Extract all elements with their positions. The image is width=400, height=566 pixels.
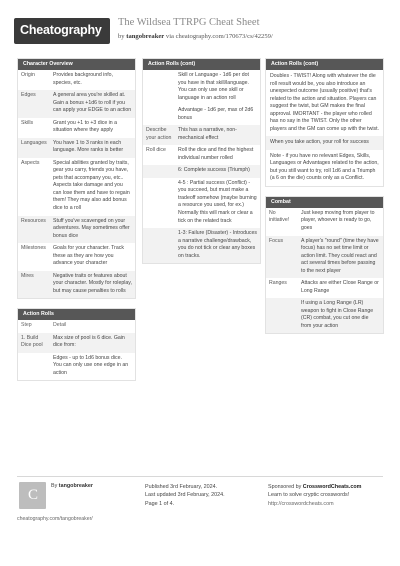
publication-info: [145, 483, 225, 508]
row-value: Goals for your character. Track these as they are how you advance your character: [53, 245, 124, 267]
sponsor-tagline: Learn to solve cryptic crosswords!: [268, 492, 350, 499]
table-row: [18, 118, 135, 138]
page-footer: [0, 476, 400, 566]
combat-table: [266, 208, 383, 333]
column-1: [17, 58, 136, 381]
action-rolls-cont-table: [143, 70, 260, 263]
row-key: [18, 353, 50, 381]
table-row: [18, 90, 135, 118]
row-value: You have 1 to 3 ranks in each language. More ranks is better: [50, 138, 135, 158]
row-value: If using a Long Range (LR) weapon to fight in Close Range (CR) combat, you cut one die from your action: [298, 298, 383, 333]
table-row: [143, 70, 260, 105]
row-value: Negative traits or features about your character. Mostly for roleplay, but may cause penalties to rolls: [50, 271, 135, 299]
row-value: Stuff you've scavenged on your adventures. May sometimes offer bonus dice: [50, 216, 135, 244]
author-avatar[interactable]: [19, 482, 46, 509]
row-key: 1. Build Dice pool: [18, 333, 50, 353]
row-key: Aspects: [21, 159, 40, 166]
row-key: No initiative!: [269, 209, 290, 224]
table-row: [143, 105, 260, 125]
footer-author-link[interactable]: tangobreaker: [58, 483, 93, 489]
sponsor-info: [268, 483, 361, 508]
byline-via: via: [165, 33, 174, 40]
row-value: Roll the dice and find the highest individual number rolled: [178, 147, 254, 161]
row-key: [143, 105, 175, 125]
row-key: Describe your action: [143, 125, 175, 145]
row-value: Grant you +1 to +3 dice in a situation where they apply: [53, 119, 118, 134]
column-2: [142, 58, 261, 264]
footer-by: By: [51, 483, 58, 489]
panel-title: Action Rolls (cont): [143, 59, 260, 70]
row-key: Origin: [21, 72, 35, 78]
panel-action-rolls-cont-2: [265, 58, 384, 187]
action-rolls-table: [18, 320, 135, 380]
page-header: [0, 0, 400, 58]
panel-character-overview: [17, 58, 136, 299]
character-overview-table: [18, 70, 135, 298]
table-row: [18, 158, 135, 216]
row-key: [266, 298, 298, 333]
panel-action-rolls: [17, 308, 136, 381]
row-key: [143, 178, 175, 228]
table-row: [18, 271, 135, 299]
sponsor-name-link[interactable]: CrosswordCheats.com: [302, 484, 362, 490]
sponsor-url-link[interactable]: http://crosswordcheats.com: [268, 500, 334, 507]
table-header-row: [18, 320, 135, 333]
header-cell: Detail: [53, 322, 67, 329]
table-row: [266, 278, 383, 298]
row-value: This has a narrative, non-mechanical effect: [175, 125, 260, 145]
panel-title: Combat: [266, 197, 383, 208]
panel-title: Action Rolls: [18, 309, 135, 320]
table-row: [143, 125, 260, 145]
row-value: 4-5 : Partial success (Conflict) - you succeed, but must make a tradeoff somehow (maybe burning a resource you used, for ex.) Normally this will mark or clear a tick on the related track: [178, 179, 257, 224]
table-row: [18, 333, 135, 353]
panel-title: Action Rolls (cont): [266, 59, 383, 70]
byline: [118, 33, 273, 40]
row-key: Roll dice: [146, 147, 166, 154]
table-row: [266, 208, 383, 236]
row-value: A player's "round" (time they have focus) has no set time limit or action limit. They could react and act several times before passing to the next player: [298, 236, 383, 279]
row-key: Ranges: [269, 280, 287, 287]
table-row: [143, 228, 260, 263]
panel-combat: [265, 196, 384, 334]
updated-date: Last updated 3rd February, 2024.: [145, 492, 225, 499]
row-key: Milestones: [21, 245, 46, 252]
avatar-letter: C: [28, 487, 39, 503]
row-key: [143, 70, 175, 105]
footer-divider: [17, 476, 383, 477]
row-value: 6: Complete success (Triumph): [175, 165, 260, 178]
row-key: Edges: [18, 90, 50, 118]
table-row: [18, 70, 135, 90]
row-key: Focus: [266, 236, 298, 279]
row-key: [143, 228, 175, 263]
page-title: The Wildsea TTRPG Cheat Sheet: [118, 17, 260, 28]
row-value: Max size of pool is 6 dice. Gain dice from:: [50, 333, 135, 353]
row-value: 1-3: Failure (Disaster) - Introduces a narrative challenge/drawback, you do not tick or clear any boxes on tracks.: [175, 228, 260, 263]
text-row: Note - if you have no relevant Edges, Skills, Languages or Advantages related to the action, but you still want to try, roll 1d6 and a Triumph (a 6 on the die) counts only as a Conflict.: [270, 152, 379, 182]
text-row: When you take action, your roll for success: [266, 136, 383, 150]
published-date: Published 3rd February, 2024.: [145, 484, 218, 490]
text-row: Doubles - TWIST! Along with whatever the die roll result would be, you also introduce an unexpected outcome (usually positive) that's related to the action and situation. Players can suggest the twist, but GM makes the final approval. IMORTANT - the player who rolled has no say in the TWIST. Only the other players and the GM can come up with the twist.: [270, 73, 379, 132]
row-value: Edges - up to 1d6 bonus dice. You can only use one edge in an action: [53, 354, 129, 376]
table-row: [143, 178, 260, 228]
footer-author: [51, 483, 93, 489]
page-number: Page 1 of 4.: [145, 500, 175, 507]
logo-text: Cheatography: [20, 23, 102, 37]
table-row: [18, 138, 135, 158]
row-value: Attacks are either Close Range or Long Range: [301, 280, 379, 294]
footer-author-url[interactable]: cheatography.com/tangobreaker/: [17, 516, 93, 522]
column-3: [265, 58, 384, 334]
row-value: Skill or Language - 1d6 per dot you have in that skill/language. You can only use one skill or language in an action roll: [178, 72, 249, 101]
row-key: [143, 165, 175, 178]
row-value: Provides background info, species, etc.: [53, 72, 113, 86]
table-row: [18, 353, 135, 381]
byline-by: by: [118, 33, 125, 40]
row-key: Resources: [18, 216, 50, 244]
sponsored-by-label: Sponsored by: [268, 484, 302, 490]
table-row: [266, 298, 383, 333]
row-value: A general area you're skilled at. Gain a bonus +1d6 to roll if you can apply your EDGE to an action: [50, 90, 135, 118]
table-row: [143, 145, 260, 165]
table-row: [266, 236, 383, 279]
table-row: [143, 165, 260, 178]
byline-url-link[interactable]: cheatography.com/170673/cs/42259/: [175, 33, 273, 40]
row-value: Just keep moving from player to player, whoever is ready to go, goes: [301, 209, 375, 231]
table-row: [18, 216, 135, 244]
row-key: Skills: [21, 119, 34, 126]
cheatography-logo[interactable]: [14, 18, 110, 44]
header-cell: Step: [21, 322, 32, 329]
sponsor-line-1: [268, 483, 361, 491]
row-key: Languages: [18, 138, 50, 158]
row-value: Advantage - 1d6 per, max of 2d6 bonus: [178, 107, 254, 121]
panel-action-rolls-cont: [142, 58, 261, 264]
byline-author-link[interactable]: tangobreaker: [126, 33, 165, 40]
panel-title: Character Overview: [18, 59, 135, 70]
row-key: Mires: [18, 271, 50, 299]
table-row: [18, 243, 135, 271]
row-value: Special abilities granted by traits, gear you carry, friends you have, pets that accompany you, etc.. Aspects take damage and you can lose them and have to regain them! They may also add bonus dice to a roll: [53, 159, 130, 211]
